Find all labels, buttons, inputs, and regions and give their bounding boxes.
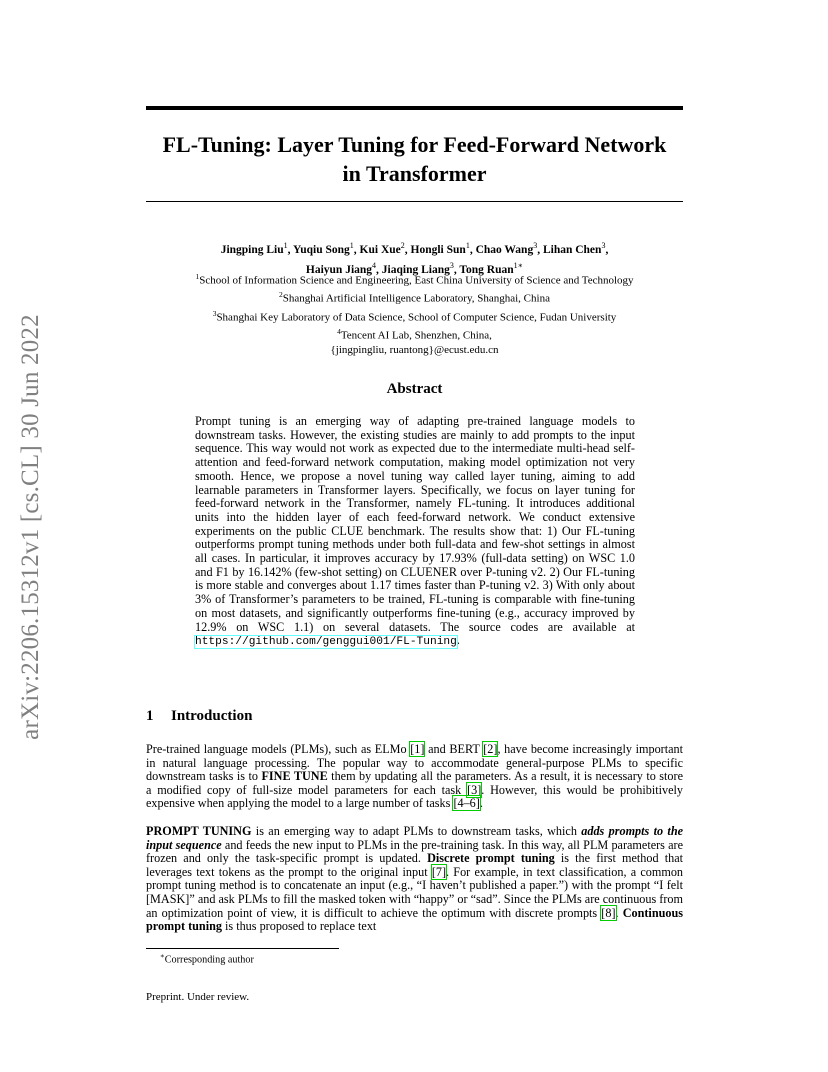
author-line-1: Jingping Liu$^1$, Yuqiu Song$^1$, Kui Xue$^2$, Hongli Sun$^1$, Chao Wang$^3$, Lihan Chen$^3$, [220,241,609,256]
author-name: Kui Xue [359,243,401,256]
author-affiliation: 3 [601,241,606,250]
author-name: Jiaqing Liang [381,263,450,276]
author-name: Haiyun Jiang [305,263,373,276]
author-affiliation: 3 [449,260,454,270]
author-affiliation: 1 [283,241,288,250]
affiliation: $^1$School of Information Science and Engineering, East China University of Science and Technology [195,272,634,287]
source-code-link[interactable]: https://github.com/genggui001/FL-Tuning [195,636,457,649]
section-title: Introduction [171,708,253,724]
preprint-note: Preprint. Under review. [146,991,250,1003]
affiliation: $^4$Tencent AI Lab, Shenzhen, China, [337,326,492,342]
footnote: ∗Corresponding author [160,952,254,966]
author-affiliation: 1∗ [513,260,524,270]
author-name: Chao Wang [475,243,534,256]
title-line-1: FL-Tuning: Layer Tuning for Feed-Forward Network [162,132,667,157]
author-affiliation: 3 [533,241,538,250]
section-heading-introduction [146,708,683,725]
title-top-rule [146,106,683,110]
author-affiliation: 4 [372,260,377,270]
section-number: 1 [146,708,154,724]
title-bottom-rule [146,201,683,202]
citation-link[interactable]: [8] [601,905,616,920]
intro-paragraph-2: PROMPT TUNING is an emerging way to adapt PLMs to downstream tasks, which adds prompts to the input sequence and feeds the new input to PLMs in the pre-training task. In this way, all PLM parameters are frozen and only the task-specific prompt is updated. Discrete prompt tuning is the first method that leverages text tokens as the prompt to the original input [7]. For example, in text classification, a common prompt tuning method is to concatenate an input (e.g., “I haven’t published a paper.”) with the prompt “I felt [MASK]” and ask PLMs to fill the masked token with “happy” or “sad”. Since the PLMs are continuous from an optimization point of view, it is difficult to achieve the optimum with discrete prompts [8]. Continuous prompt tuning is thus proposed to replace text [146,824,684,934]
citation-link[interactable]: [3] [467,782,482,797]
abstract-body: Prompt tuning is an emerging way of adapting pre-trained language models to downstream tasks. However, the existing studies are mainly to add prompts to the input sequence. This way would not work as expected due to the intermediate multi-head self-attention and feed-forward network computation, making model optimization not very smooth. Hence, we propose a novel tuning way called layer tuning, aiming to add learnable parameters in Transformer layers. Specifically, we focus on layer tuning for feed-forward network in the Transformer, namely FL-tuning. It introduces additional units into the hidden layer of each feed-forward network. We conduct extensive experiments on the public CLUE benchmark. The results show that: 1) Our FL-tuning outperforms prompt tuning methods under both full-data and few-shot settings in almost all cases. In particular, it improves accuracy by 17.93% (full-data setting) on WSC 1.0 and F1 by 16.142% (few-shot setting) on CLUENER over P-tuning v2. 2) Our FL-tuning is more stable and converges about 1.17 times faster than P-tuning v2. 3) With only about 3% of Transformer’s parameters to be trained, FL-tuning is comparable with fine-tuning on most datasets, and significantly outperforms fine-tuning (e.g., accuracy improved by 12.9% on WSC 1.1) on several datasets. The source codes are available at https://github.com/genggui001/FL-Tuning. [195,414,635,649]
citation-link[interactable]: [7] [431,864,447,879]
footnote-rule [146,948,339,949]
title-line-2: in Transformer [342,161,487,186]
citation-link[interactable]: [1] [410,742,425,756]
author-affiliation: 1 [465,241,470,250]
author-affiliation: 2 [400,241,405,250]
author-name: Jingping Liu [220,243,284,256]
arxiv-stamp [14,292,48,762]
affiliation: $^2$Shanghai Artificial Intelligence Laboratory, Shanghai, China [279,290,550,305]
author-affiliation: 1 [349,241,354,250]
arxiv-id: arXiv:2206.15312v1 [cs.CL] 30 Jun 2022 [17,314,44,740]
author-name: Yuqiu Song [292,243,350,256]
affiliation: $^3$Shanghai Key Laboratory of Data Science, School of Computer Science, Fudan University [212,308,617,324]
contact-email: {jingpingliu, ruantong}@ecust.edu.cn [330,344,499,356]
paper-title [146,130,683,188]
author-line-2: Haiyun Jiang$^4$, Jiaqing Liang$^3$, Tong Ruan$^{1∗}$ [305,260,524,276]
citation-link[interactable]: [4–6] [453,796,480,811]
affiliation-list [146,270,683,358]
intro-paragraph-1: Pre-trained language models (PLMs), such as ELMo [1] and BERT [2], have become increasingly important in natural language processing. The popular way to accommodate general-purpose PLMs to specific downstream tasks is to FINE TUNE them by updating all the parameters. As a result, it is necessary to store a modified copy of full-size model parameters for each task [3]. However, this would be prohibitively expensive when applying the model to a large number of tasks [4–6]. [146,742,683,811]
author-name: Lihan Chen [542,243,602,256]
author-name: Hongli Sun [410,243,466,256]
abstract-heading: Abstract [386,381,443,397]
author-name: Tong Ruan [459,263,514,276]
citation-link[interactable]: [2] [483,742,498,756]
